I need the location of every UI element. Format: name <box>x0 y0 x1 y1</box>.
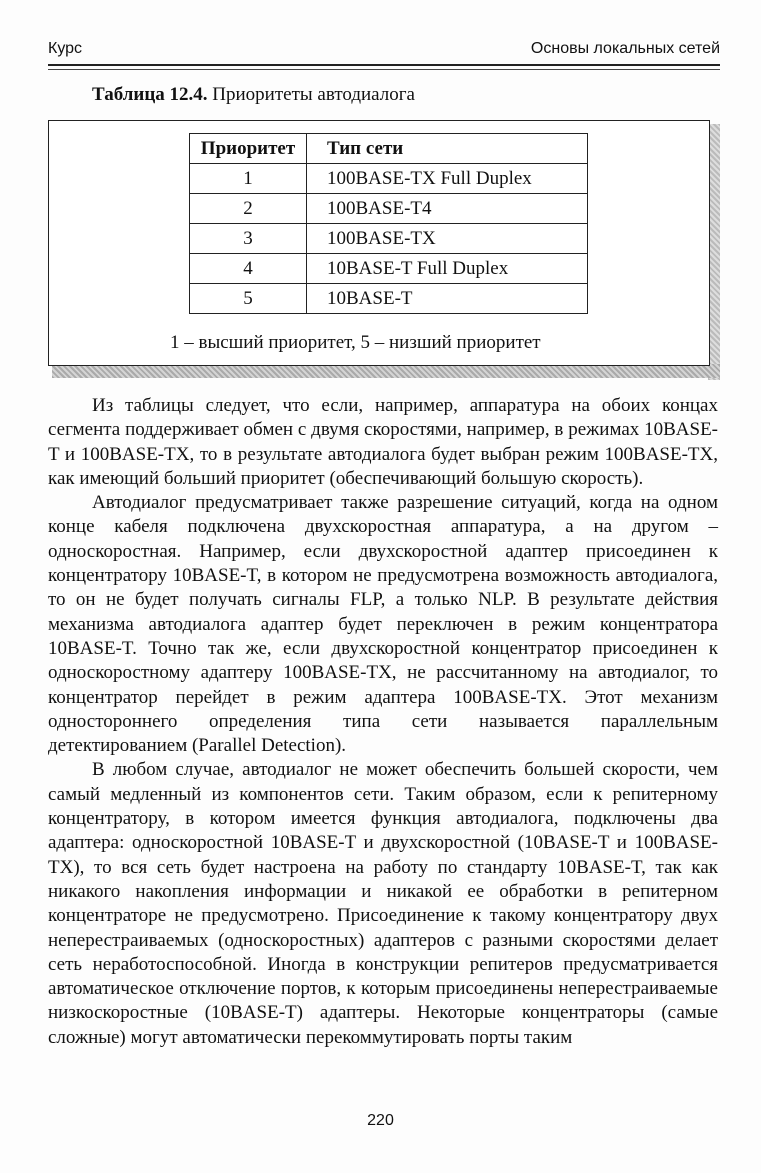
column-header-network-type: Тип сети <box>307 134 588 164</box>
table-note: 1 – высший приоритет, 5 – низший приоритет <box>170 332 541 353</box>
paragraph: Из таблицы следует, что если, например, аппаратура на обоих концах сегмента поддерживает обмен с двумя скоростями, например, в режимах 10BASE-T и 100BASE-TX, то в результате автодиалога будет выбран режим 100BASE-TX, как имеющий больший приоритет (обеспечивающий большую скорость). <box>48 395 718 489</box>
table-row <box>190 254 588 284</box>
body-text <box>48 394 718 1050</box>
table-row <box>190 164 588 194</box>
table-row <box>190 284 588 314</box>
network-type-cell: 100BASE-TX <box>307 224 588 254</box>
priority-cell: 1 <box>190 164 307 194</box>
table-header-row <box>190 134 588 164</box>
priority-table <box>189 133 588 314</box>
network-type-cell: 100BASE-TX Full Duplex <box>307 164 588 194</box>
paragraph: Автодиалог предусматривает также разрешение ситуаций, когда на одном конце кабеля подключена двухскоростная аппаратура, а на другом – односкоростная. Например, если двухскоростной адаптер присоединен к концентратору 10BASE-T, в котором не предусмотрена возможность автодиалога, то он не будет получать сигналы FLP, а только NLP. В результате действия механизма автодиалога адаптер будет переключен в режим концентратора 10BASE-T. Точно так же, если двухскоростной концентратор присоединен к односкоростному адаптеру 100BASE-TX, не рассчитанному на автодиалог, то концентратор перейдет в режим адаптера 100BASE-TX. Этот механизм одностороннего определения типа сети называется параллельным детектированием (Parallel Detection). <box>48 492 718 757</box>
priority-cell: 4 <box>190 254 307 284</box>
table-row <box>190 194 588 224</box>
running-head <box>48 40 720 66</box>
running-head-title: Основы локальных сетей <box>530 40 720 57</box>
priority-cell: 2 <box>190 194 307 224</box>
table-row <box>190 224 588 254</box>
table-caption-label: Таблица 12.4. <box>92 84 208 105</box>
network-type-cell: 10BASE-T Full Duplex <box>307 254 588 284</box>
network-type-cell: 10BASE-T <box>307 284 588 314</box>
running-head-course: Курс <box>48 40 83 57</box>
page-number: 220 <box>367 1112 394 1129</box>
column-header-priority: Приоритет <box>190 134 307 164</box>
table-caption <box>92 84 415 106</box>
priority-cell: 5 <box>190 284 307 314</box>
network-type-cell: 100BASE-T4 <box>307 194 588 224</box>
table-frame-shadow-bottom <box>52 364 720 378</box>
priority-cell: 3 <box>190 224 307 254</box>
table-caption-title: Приоритеты автодиалога <box>207 84 415 105</box>
paragraph: В любом случае, автодиалог не может обеспечить большей скорости, чем самый медленный из компонентов сети. Таким образом, если к репитерному концентратору, в котором имеется функция автодиалога, подключены два адаптера: односкоростной 10BASE-T и двухскоростной (10BASE-T и 100BASE-TX), то вся сеть будет настроена на работу по стандарту 10BASE-T, так как никакого накопления информации и никакой ее обработки в репитерном концентраторе не предусмотрено. Присоединение к такому концентратору двух неперестраиваемых (односкоростных) адаптеров с разными скоростями делает сеть неработоспособной. Иногда в конструкции репитеров предусматривается автоматическое отключение портов, к которым присоединены неперестраиваемые низкоскоростные (10BASE-T) адаптеры. Некоторые концентраторы (самые сложные) могут автоматически перекоммутировать порты таким <box>48 759 718 1048</box>
